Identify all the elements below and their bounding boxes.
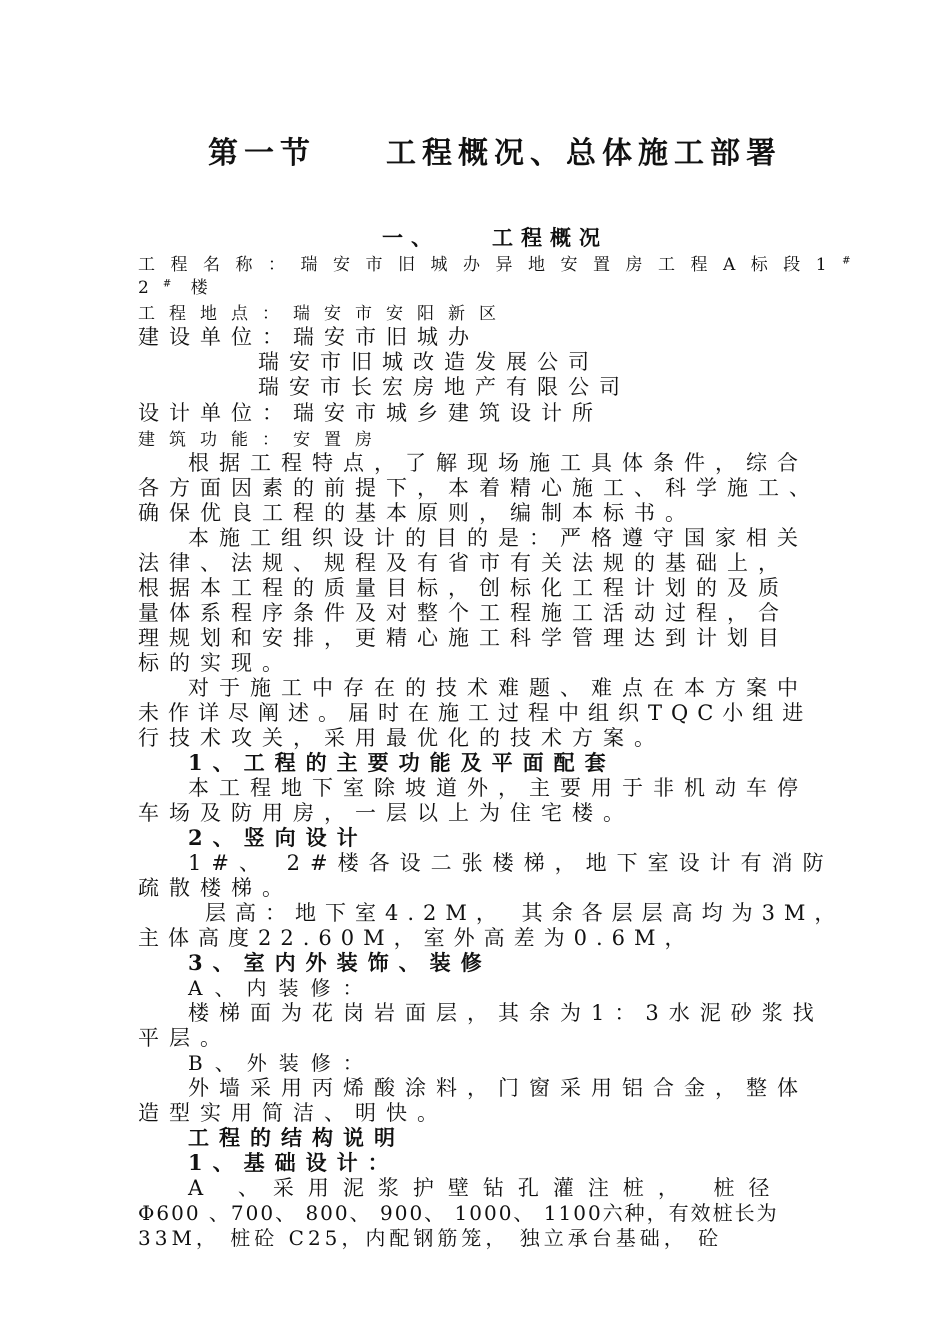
paragraph-line: 法律、法规、规程及有省市有关法规的基础上， bbox=[138, 551, 789, 575]
paragraph-line: 主体高度22.60M，室外高差为0.6M， bbox=[138, 926, 695, 950]
paragraph-line: 层高：地下室4.2M， 其余各层层高均为3M， bbox=[205, 901, 845, 925]
owner-line-2: 瑞安市旧城改造发展公司 bbox=[258, 350, 599, 374]
function-line: 建筑功能：安置房 bbox=[138, 430, 386, 450]
section-heading bbox=[0, 222, 950, 252]
paragraph-line: 确保优良工程的基本原则，编制本标书。 bbox=[138, 501, 696, 525]
project-name-line: 工程名称：瑞安市旧城办异地安置房工程A标段1# bbox=[138, 255, 851, 275]
project-name-value: 瑞安市旧城办异地安置房工程A标段1 bbox=[300, 255, 843, 275]
section-title: 工程概况 bbox=[492, 225, 608, 250]
paragraph-line: A 、采用泥浆护壁钻孔灌注桩， 桩径 bbox=[188, 1176, 784, 1200]
paragraph-line: Φ600 、700、 800、 900、 1000、 1100六种，有效桩长为 bbox=[138, 1201, 779, 1225]
project-name-label: 工程名称： bbox=[138, 255, 301, 275]
subsection-heading: 3、室内外装饰、装修 bbox=[188, 950, 492, 975]
paragraph-line: 未作详尽阐述。届时在施工过程中组织TQC小组进 bbox=[138, 701, 813, 725]
item-label: A、内装修： bbox=[188, 976, 375, 1000]
subsection-heading: 1、工程的主要功能及平面配套 bbox=[188, 750, 616, 775]
subsection-heading: 工程的结构说明 bbox=[188, 1125, 405, 1150]
paragraph-line: 1#、 2#楼各设二张楼梯，地下室设计有消防 bbox=[188, 851, 834, 875]
paragraph-line: 外墙采用丙烯酸涂料，门窗采用铝合金，整体 bbox=[188, 1076, 808, 1100]
paragraph-line: 车场及防用房，一层以上为住宅楼。 bbox=[138, 801, 634, 825]
paragraph-line: 行技术攻关，采用最优化的技术方案。 bbox=[138, 726, 665, 750]
page-title bbox=[0, 128, 950, 172]
item-label: B、外装修： bbox=[188, 1051, 375, 1075]
paragraph-line: 理规划和安排，更精心施工科学管理达到计划目 bbox=[138, 626, 789, 650]
subsection-heading: 2、竖向设计 bbox=[188, 825, 368, 850]
paragraph-line: 各方面因素的前提下，本着精心施工、科学施工、 bbox=[138, 476, 820, 500]
paragraph-line: 平层。 bbox=[138, 1026, 231, 1050]
owner-line: 建设单位：瑞安市旧城办 bbox=[138, 325, 479, 349]
paragraph-line: 楼梯面为花岗岩面层，其余为1：3水泥砂浆找 bbox=[188, 1001, 824, 1025]
paragraph-line: 本施工组织设计的目的是：严格遵守国家相关 bbox=[188, 526, 808, 550]
project-site: 工程地点：瑞安市安阳新区 bbox=[138, 304, 510, 324]
paragraph-line: 量体系程序条件及对整个工程施工活动过程，合 bbox=[138, 601, 789, 625]
project-name-cont: 2# 楼 bbox=[138, 278, 222, 298]
title-section-number: 第一节 bbox=[208, 136, 316, 171]
section-number: 一、 bbox=[382, 225, 440, 250]
title-text: 工程概况、总体施工部署 bbox=[386, 136, 782, 171]
paragraph-line: 33M， 桩砼 C25，内配钢筋笼， 独立承台基础， 砼 bbox=[138, 1226, 723, 1250]
paragraph-line: 造型实用简洁、明快。 bbox=[138, 1101, 448, 1125]
paragraph-line: 根据本工程的质量目标，创标化工程计划的及质 bbox=[138, 576, 789, 600]
paragraph-line: 标的实现。 bbox=[138, 651, 293, 675]
paragraph-line: 疏散楼梯。 bbox=[138, 876, 293, 900]
paragraph-line: 本工程地下室除坡道外，主要用于非机动车停 bbox=[188, 776, 808, 800]
designer-line: 设计单位：瑞安市城乡建筑设计所 bbox=[138, 401, 603, 425]
subsection-heading: 1、基础设计： bbox=[188, 1150, 399, 1175]
paragraph-line: 根据工程特点，了解现场施工具体条件，综合 bbox=[188, 451, 808, 475]
paragraph-line: 对于施工中存在的技术难题、难点在本方案中 bbox=[188, 676, 808, 700]
owner-line-3: 瑞安市长宏房地产有限公司 bbox=[258, 375, 630, 399]
